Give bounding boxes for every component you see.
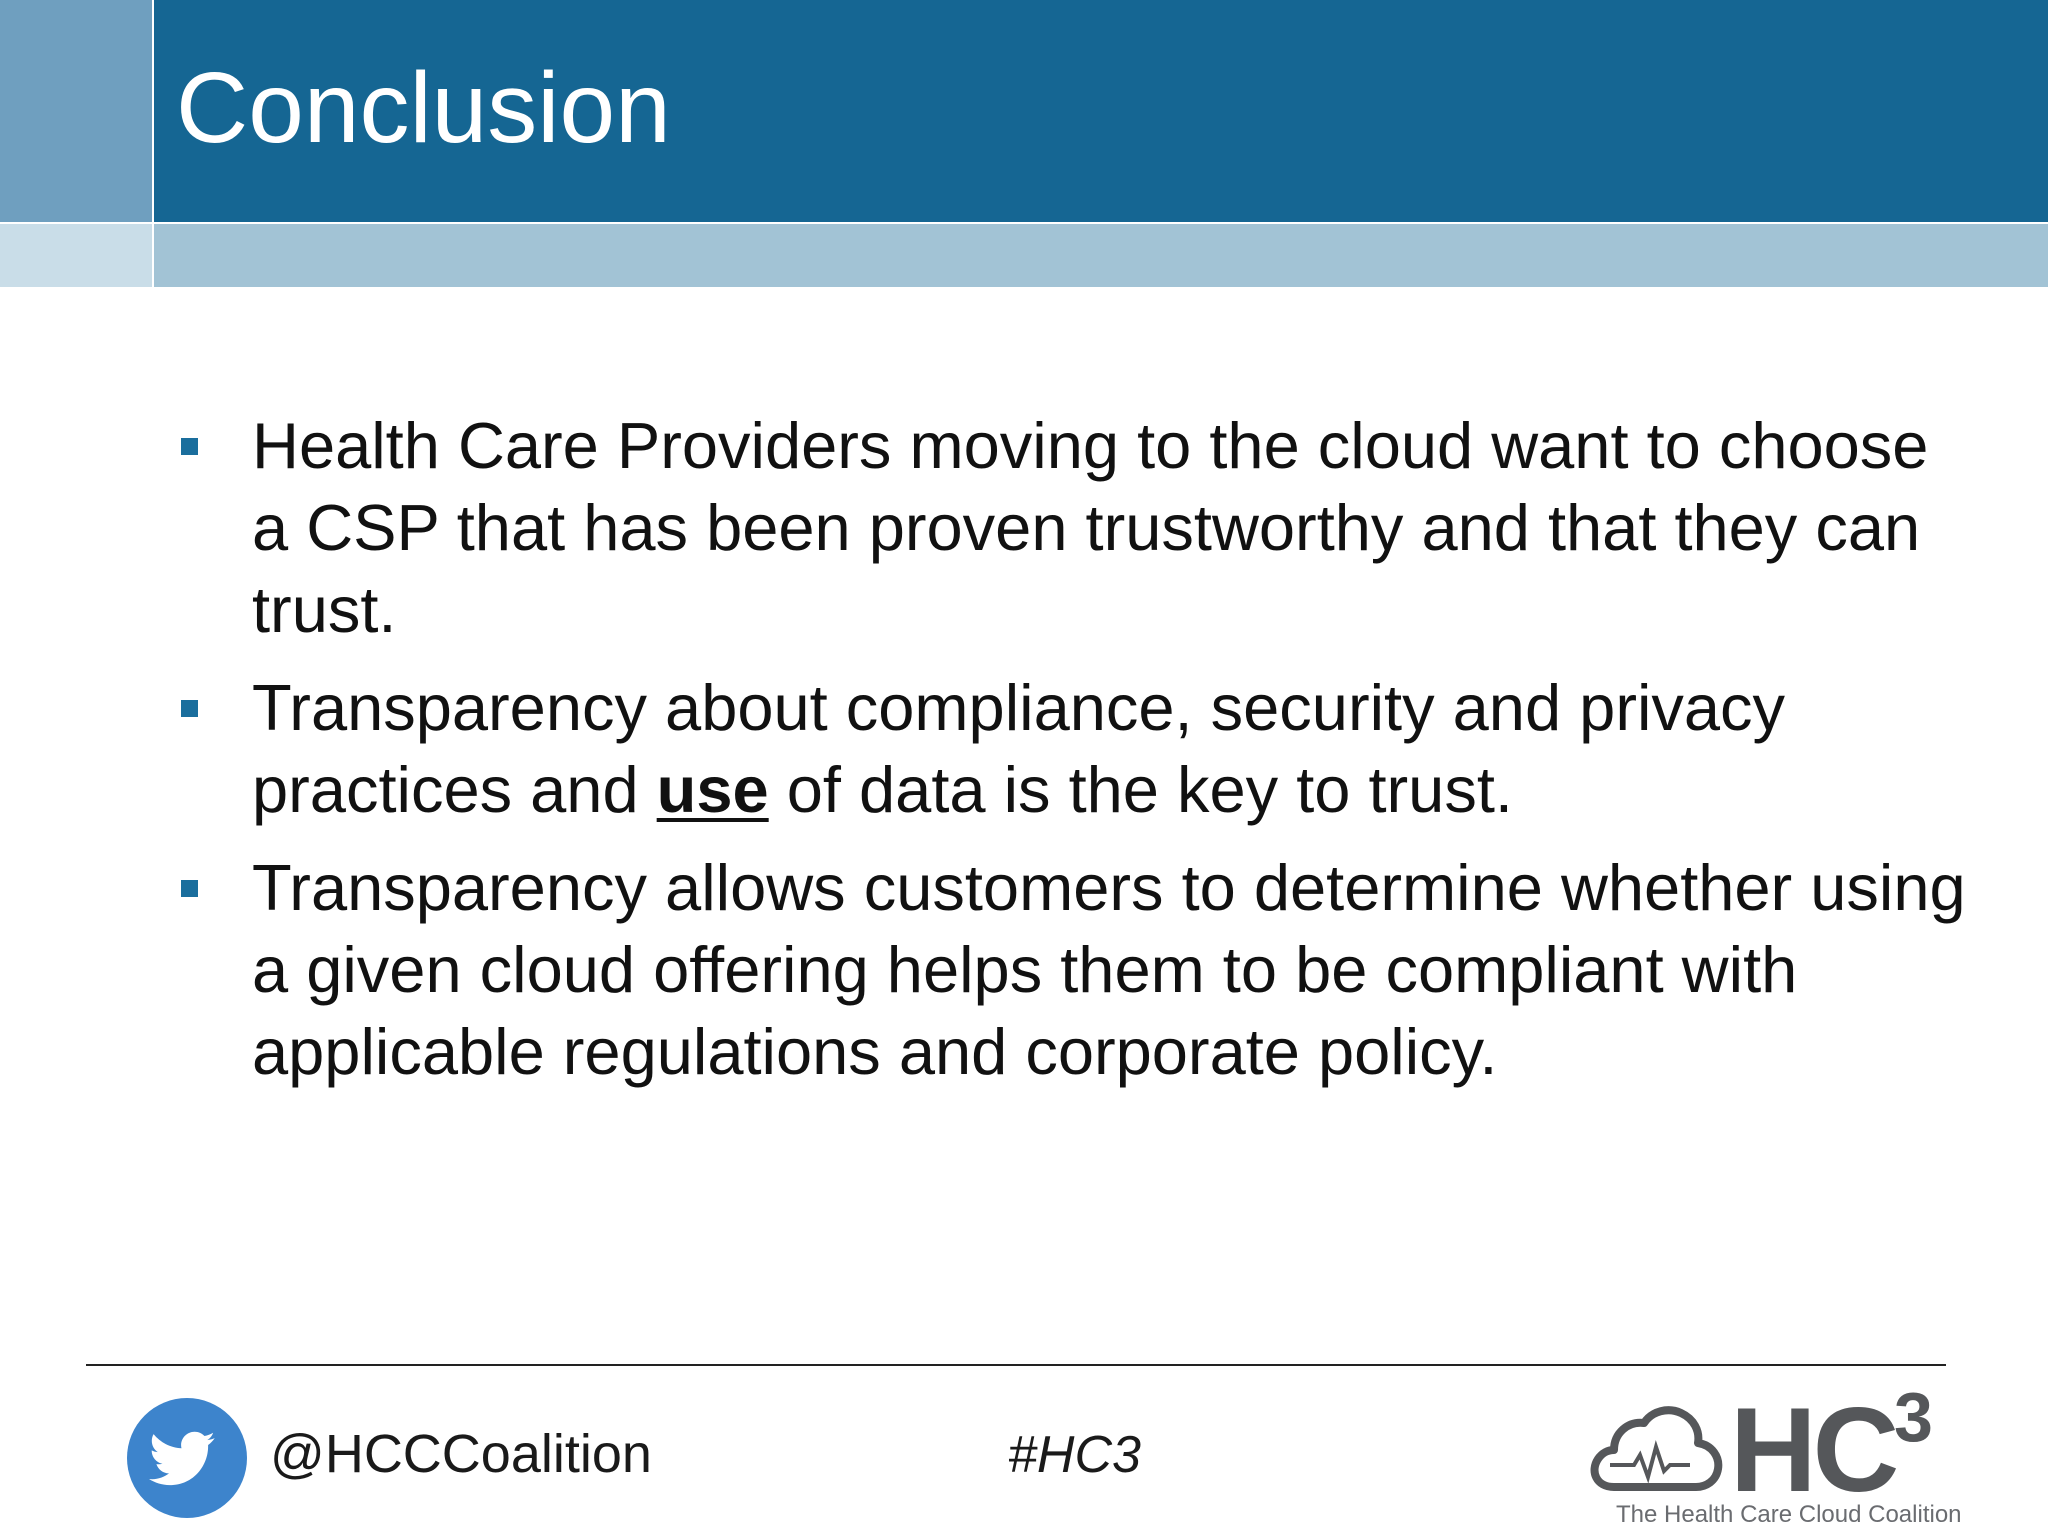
header-band <box>154 224 2048 287</box>
footer-divider <box>86 1364 1946 1366</box>
bullet-text-before: Transparency about compliance, security and privacy practices and <box>252 671 1786 826</box>
logo-superscript: 3 <box>1894 1378 1933 1456</box>
hashtag: #HC3 <box>1008 1426 1141 1484</box>
bullet-text-after: of data is the key to trust. <box>768 753 1513 826</box>
bullet-emphasis: use <box>656 753 769 826</box>
hc3-logo <box>1586 1378 1962 1533</box>
twitter-bird-icon <box>127 1398 247 1518</box>
bullet-item <box>176 405 1976 651</box>
logo-mark: HC <box>1730 1383 1896 1517</box>
bullet-marker-icon <box>181 438 198 455</box>
bullet-item <box>176 667 1976 831</box>
bullet-marker-icon <box>181 880 198 897</box>
bullet-item <box>176 847 1976 1093</box>
cloud-heartbeat-icon <box>1586 1397 1726 1507</box>
header-band-accent <box>0 224 152 287</box>
bullet-text <box>252 667 1976 831</box>
bullet-list <box>176 405 1976 1109</box>
logo-tagline: The Health Care Cloud Coalition <box>1616 1501 1962 1528</box>
header-accent-block <box>0 0 152 222</box>
bullet-text: Transparency allows customers to determine whether using a given cloud offering helps them to be compliant with applicable regulations and corporate policy. <box>252 851 1966 1088</box>
twitter-handle: @HCCCoalition <box>270 1424 652 1484</box>
bullet-marker-icon <box>181 700 198 717</box>
bullet-text: Health Care Providers moving to the cloud want to choose a CSP that has been proven trustworthy and that they can trust. <box>252 409 1929 646</box>
slide-title: Conclusion <box>176 52 671 164</box>
